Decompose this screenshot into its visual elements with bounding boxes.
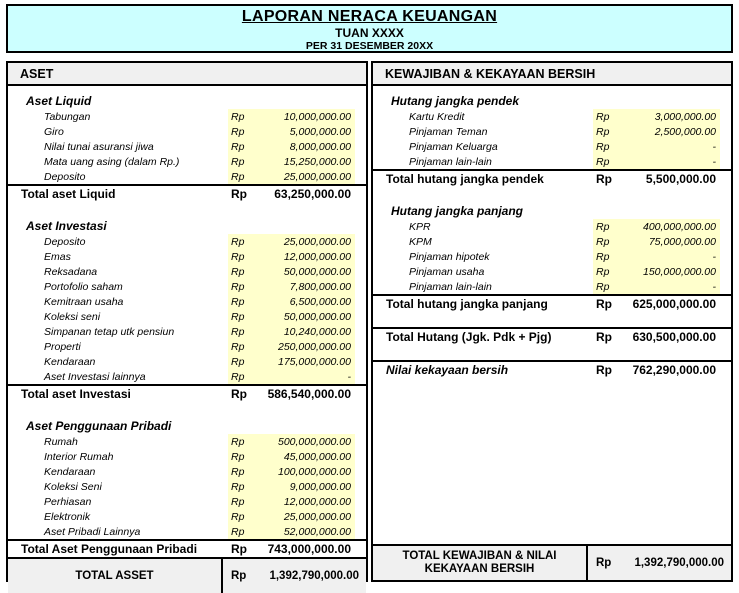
currency-label: Rp [228, 249, 258, 264]
line-item-row [8, 479, 366, 494]
currency-label: Rp [228, 234, 258, 249]
line-item-row [8, 449, 366, 464]
amount-value: 250,000,000.00 [258, 339, 355, 354]
line-item-row [8, 309, 366, 324]
row-spacer [720, 329, 731, 345]
report-title: LAPORAN NERACA KEUANGAN [241, 8, 498, 25]
line-item-row [8, 369, 366, 384]
row-spacer [355, 464, 366, 479]
amount-value: 7,800,000.00 [258, 279, 355, 294]
section-total-row [8, 539, 366, 557]
line-item-row [8, 124, 366, 139]
currency-label: Rp [593, 234, 623, 249]
row-spacer [720, 109, 731, 124]
amount-value: 52,000,000.00 [258, 524, 355, 539]
amount-value: 2,500,000.00 [623, 124, 720, 139]
line-item-row-label: Emas [44, 250, 71, 263]
line-item-row [8, 524, 366, 539]
line-item-row [373, 249, 731, 264]
currency-label: Rp [593, 154, 623, 169]
amount-value: 500,000,000.00 [258, 434, 355, 449]
currency-label: Rp [228, 124, 258, 139]
currency-label: Rp [593, 139, 623, 154]
currency-label: Rp [596, 363, 612, 377]
row-spacer [355, 369, 366, 384]
row-spacer [720, 264, 731, 279]
line-item-row-label: Giro [44, 125, 64, 138]
line-item-row-label: Pinjaman lain-lain [409, 280, 492, 293]
row-spacer [355, 186, 366, 202]
amount-value: - [258, 369, 355, 384]
currency-label: Rp [228, 294, 258, 309]
currency-label: Rp [228, 494, 258, 509]
section-gap [8, 402, 366, 417]
currency-label: Rp [228, 279, 258, 294]
row-spacer [355, 449, 366, 464]
section-total-row [8, 184, 366, 202]
amount-value: 743,000,000.00 [267, 542, 351, 556]
amount-value: 175,000,000.00 [258, 354, 355, 369]
line-item-row-label: Properti [44, 340, 81, 353]
summary-total-row [373, 327, 731, 345]
row-spacer [720, 154, 731, 169]
assets-panel-body [8, 86, 366, 557]
line-item-row-label: Deposito [44, 170, 86, 183]
row-spacer [355, 169, 366, 184]
amount-value: 586,540,000.00 [267, 387, 351, 401]
amount-value: 10,240,000.00 [258, 324, 355, 339]
line-item-row-label: Simpanan tetap utk pensiun [44, 325, 175, 338]
amount-value: 75,000,000.00 [623, 234, 720, 249]
line-item-row-label: Nilai tunai asuransi jiwa [44, 140, 154, 153]
row-spacer [355, 309, 366, 324]
line-item-row [8, 249, 366, 264]
amount-value: 9,000,000.00 [258, 479, 355, 494]
section-total-row-label: Total Aset Penggunaan Pribadi [21, 542, 198, 556]
section-title: Hutang jangka panjang [391, 203, 524, 218]
currency-label: Rp [228, 449, 258, 464]
line-item-row-label: Koleksi seni [44, 310, 101, 323]
amount-value: 6,500,000.00 [258, 294, 355, 309]
row-spacer [355, 234, 366, 249]
row-spacer [720, 219, 731, 234]
line-item-row [8, 139, 366, 154]
section-total-row-label: Total hutang jangka pendek [386, 172, 544, 186]
line-item-row-label: Perhiasan [44, 495, 92, 508]
line-item-row-label: Elektronik [44, 510, 91, 523]
line-item-row-label: Portofolio saham [44, 280, 123, 293]
row-spacer [355, 354, 366, 369]
row-spacer [355, 109, 366, 124]
row-spacer [355, 541, 366, 557]
section-total-row [373, 294, 731, 312]
row-spacer [355, 509, 366, 524]
row-spacer [720, 249, 731, 264]
assets-grand-total-amount: 1,392,790,000.00 [269, 570, 359, 582]
amount-value: 12,000,000.00 [258, 249, 355, 264]
line-item-row-label: Mata uang asing (dalam Rp.) [44, 155, 180, 168]
amount-value: 630,500,000.00 [632, 330, 716, 344]
line-item-row [373, 234, 731, 249]
assets-panel-header: ASET [8, 63, 366, 86]
amount-value: 10,000,000.00 [258, 109, 355, 124]
currency-label: Rp [231, 542, 247, 556]
currency-label: Rp [228, 524, 258, 539]
currency-label: Rp [228, 509, 258, 524]
line-item-row [8, 234, 366, 249]
row-spacer [355, 524, 366, 539]
currency-label: Rp [228, 139, 258, 154]
amount-value: 8,000,000.00 [258, 139, 355, 154]
amount-value: 63,250,000.00 [274, 187, 351, 201]
line-item-row-label: KPR [409, 220, 431, 233]
line-item-row [373, 279, 731, 294]
row-spacer [355, 339, 366, 354]
row-spacer [355, 249, 366, 264]
amount-value: 15,250,000.00 [258, 154, 355, 169]
line-item-row-label: Rumah [44, 435, 78, 448]
amount-value: 12,000,000.00 [258, 494, 355, 509]
amount-value: 50,000,000.00 [258, 264, 355, 279]
section-title: Aset Penggunaan Pribadi [26, 418, 172, 433]
row-spacer [720, 279, 731, 294]
summary-total-row-label: Nilai kekayaan bersih [386, 363, 509, 377]
line-item-row-label: Tabungan [44, 110, 91, 123]
amount-value: 5,500,000.00 [645, 172, 716, 186]
section-title: Aset Liquid [26, 93, 92, 108]
amount-value: - [623, 139, 720, 154]
line-item-row-label: Kemitraan usaha [44, 295, 124, 308]
assets-grand-total-label: TOTAL ASSET [8, 559, 223, 593]
currency-label: Rp [228, 464, 258, 479]
row-spacer [355, 479, 366, 494]
row-spacer [355, 124, 366, 139]
line-item-row-label: Kartu Kredit [409, 110, 465, 123]
line-item-row [8, 354, 366, 369]
currency-label: Rp [593, 219, 623, 234]
currency-label: Rp [228, 154, 258, 169]
line-item-row-label: KPM [409, 235, 432, 248]
currency-label: Rp [593, 109, 623, 124]
summary-total-row-label: Total Hutang (Jgk. Pdk + Pjg) [386, 330, 552, 344]
currency-label: Rp [231, 187, 247, 201]
currency-label: Rp [228, 339, 258, 354]
row-spacer [355, 139, 366, 154]
currency-label: Rp [231, 387, 247, 401]
line-item-row-label: Koleksi Seni [44, 480, 102, 493]
currency-label: Rp [596, 172, 612, 186]
line-item-row [8, 324, 366, 339]
line-item-row [373, 264, 731, 279]
line-item-row [8, 464, 366, 479]
currency-label: Rp [228, 354, 258, 369]
currency-label: Rp [228, 264, 258, 279]
row-spacer [355, 154, 366, 169]
line-item-row [373, 124, 731, 139]
row-spacer [720, 124, 731, 139]
section-title: Aset Investasi [26, 218, 107, 233]
currency-label: Rp [596, 297, 612, 311]
line-item-row [8, 509, 366, 524]
currency-label: Rp [228, 479, 258, 494]
line-item-row-label: Kendaraan [44, 465, 96, 478]
currency-label: Rp [228, 309, 258, 324]
line-item-row [8, 294, 366, 309]
currency-label: Rp [593, 279, 623, 294]
amount-value: 3,000,000.00 [623, 109, 720, 124]
report-title-box [6, 4, 733, 53]
currency-label: Rp [228, 434, 258, 449]
line-item-row-label: Reksadana [44, 265, 98, 278]
liabilities-grand-total-row [373, 544, 731, 580]
line-item-row [8, 339, 366, 354]
line-item-row [8, 279, 366, 294]
currency-label: Rp [593, 249, 623, 264]
row-spacer [720, 171, 731, 187]
row-spacer [720, 296, 731, 312]
currency-label: Rp [228, 109, 258, 124]
line-item-row [373, 109, 731, 124]
line-item-row-label: Pinjaman lain-lain [409, 155, 492, 168]
line-item-row [373, 154, 731, 169]
amount-value: 5,000,000.00 [258, 124, 355, 139]
line-item-row [373, 219, 731, 234]
amount-value: - [623, 279, 720, 294]
row-spacer [355, 494, 366, 509]
amount-value: 100,000,000.00 [258, 464, 355, 479]
amount-value: 25,000,000.00 [258, 169, 355, 184]
amount-value: - [623, 154, 720, 169]
currency-label: Rp [593, 124, 623, 139]
assets-grand-total-currency: Rp [231, 570, 247, 582]
assets-grand-total-row [8, 557, 366, 593]
report-subject: TUAN XXXX [335, 26, 404, 40]
section-gap [8, 202, 366, 217]
currency-label: Rp [596, 330, 612, 344]
row-spacer [720, 234, 731, 249]
amount-value: 762,290,000.00 [632, 363, 716, 377]
line-item-row-label: Aset Pribadi Lainnya [44, 525, 141, 538]
row-spacer [355, 386, 366, 402]
amount-value: 25,000,000.00 [258, 234, 355, 249]
amount-value: 625,000,000.00 [632, 297, 716, 311]
liabilities-panel-header: KEWAJIBAN & KEKAYAAN BERSIH [373, 63, 731, 86]
line-item-row [8, 494, 366, 509]
liabilities-panel [371, 61, 733, 582]
currency-label: Rp [593, 264, 623, 279]
line-item-row [8, 169, 366, 184]
line-item-row-label: Kendaraan [44, 355, 96, 368]
report-columns [6, 61, 733, 582]
section-total-row [373, 169, 731, 187]
currency-label: Rp [228, 324, 258, 339]
section-gap [373, 187, 731, 202]
summary-total-row [373, 360, 731, 378]
line-item-row-label: Aset Investasi lainnya [44, 370, 146, 383]
row-spacer [720, 362, 731, 378]
section-total-row [8, 384, 366, 402]
liabilities-panel-body [373, 86, 731, 544]
amount-value: 400,000,000.00 [623, 219, 720, 234]
row-spacer [355, 294, 366, 309]
liabilities-grand-total-label: TOTAL KEWAJIBAN & NILAI KEKAYAAN BERSIH [373, 546, 588, 580]
amount-value: - [623, 249, 720, 264]
row-spacer [355, 324, 366, 339]
row-spacer [720, 139, 731, 154]
line-item-row-label: Pinjaman Teman [409, 125, 488, 138]
section-total-row-label: Total aset Investasi [21, 387, 131, 401]
line-item-row-label: Interior Rumah [44, 450, 114, 463]
report-period: PER 31 DESEMBER 20XX [305, 40, 434, 52]
line-item-row-label: Pinjaman Keluarga [409, 140, 498, 153]
amount-value: 45,000,000.00 [258, 449, 355, 464]
line-item-row-label: Pinjaman hipotek [409, 250, 490, 263]
section-total-row-label: Total hutang jangka panjang [386, 297, 548, 311]
row-spacer [355, 264, 366, 279]
amount-value: 150,000,000.00 [623, 264, 720, 279]
liabilities-grand-total-currency: Rp [596, 557, 612, 569]
assets-panel [6, 61, 368, 582]
line-item-row-label: Pinjaman usaha [409, 265, 485, 278]
amount-value: 25,000,000.00 [258, 509, 355, 524]
section-total-row-label: Total aset Liquid [21, 187, 116, 201]
amount-value: 50,000,000.00 [258, 309, 355, 324]
currency-label: Rp [228, 169, 258, 184]
line-item-row [8, 264, 366, 279]
row-spacer [355, 279, 366, 294]
row-spacer [355, 434, 366, 449]
liabilities-grand-total-amount: 1,392,790,000.00 [634, 557, 724, 569]
line-item-row-label: Deposito [44, 235, 86, 248]
line-item-row [8, 109, 366, 124]
line-item-row [373, 139, 731, 154]
section-title: Hutang jangka pendek [391, 93, 520, 108]
line-item-row [8, 154, 366, 169]
line-item-row [8, 434, 366, 449]
currency-label: Rp [228, 369, 258, 384]
